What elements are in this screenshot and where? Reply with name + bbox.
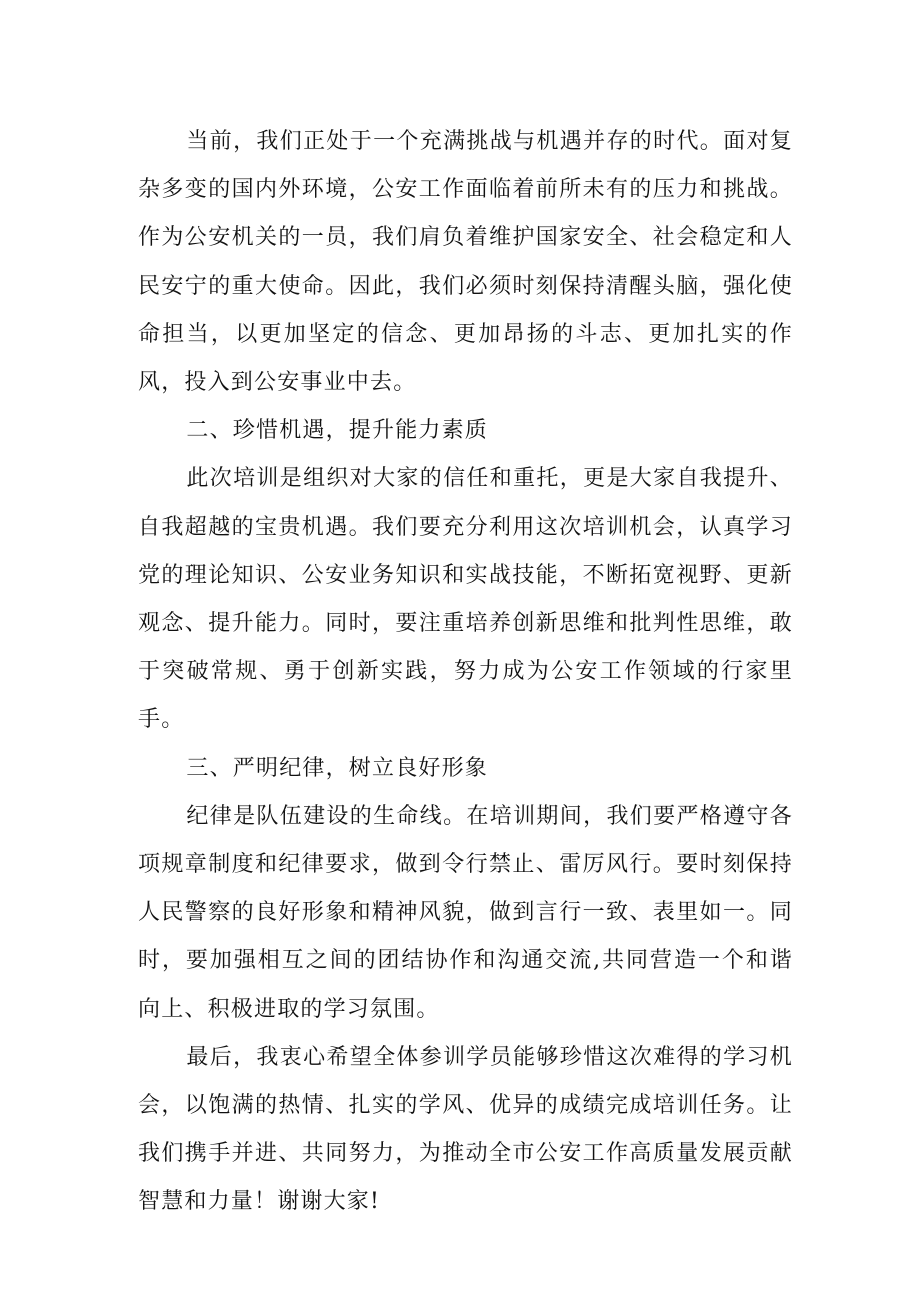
paragraph-situation: 当前，我们正处于一个充满挑战与机遇并存的时代。面对复杂多变的国内外环境，公安工作面临着前所未有的压力和挑战。作为公安机关的一员，我们肩负着维护国家安全、社会稳定和人民安宁的重大使命。因此，我们必须时刻保持清醒头脑，强化使命担当，以更加坚定的信念、更加昂扬的斗志、更加扎实的作风，投入到公安事业中去。 bbox=[138, 129, 793, 396]
paragraph-discipline: 纪律是队伍建设的生命线。在培训期间，我们要严格遵守各项规章制度和纪律要求，做到令行禁止、雷厉风行。要时刻保持人民警察的良好形象和精神风貌，做到言行一致、表里如一。同时，要加强相互之间的团结协作和沟通交流,共同营造一个和谐向上、积极进取的学习氛围。 bbox=[138, 803, 793, 1022]
paragraph-training: 此次培训是组织对大家的信任和重托，更是大家自我提升、自我超越的宝贵机遇。我们要充分利用这次培训机会，认真学习党的理论知识、公安业务知识和实战技能，不断拓宽视野、更新观念、提升能力。同时，要注重培养创新思维和批判性思维，敢于突破常规、勇于创新实践，努力成为公安工作领域的行家里手。 bbox=[138, 466, 793, 733]
section-heading-discipline: 三、严明纪律，树立良好形象 bbox=[186, 755, 488, 781]
paragraph-closing: 最后，我衷心希望全体参训学员能够珍惜这次难得的学习机会，以饱满的热情、扎实的学风、优异的成绩完成培训任务。让我们携手并进、共同努力，为推动全市公安工作高质量发展贡献智慧和力量！谢谢大家! bbox=[138, 1044, 793, 1215]
section-heading-opportunity: 二、珍惜机遇，提升能力素质 bbox=[186, 418, 488, 444]
document-page bbox=[138, 118, 793, 1227]
